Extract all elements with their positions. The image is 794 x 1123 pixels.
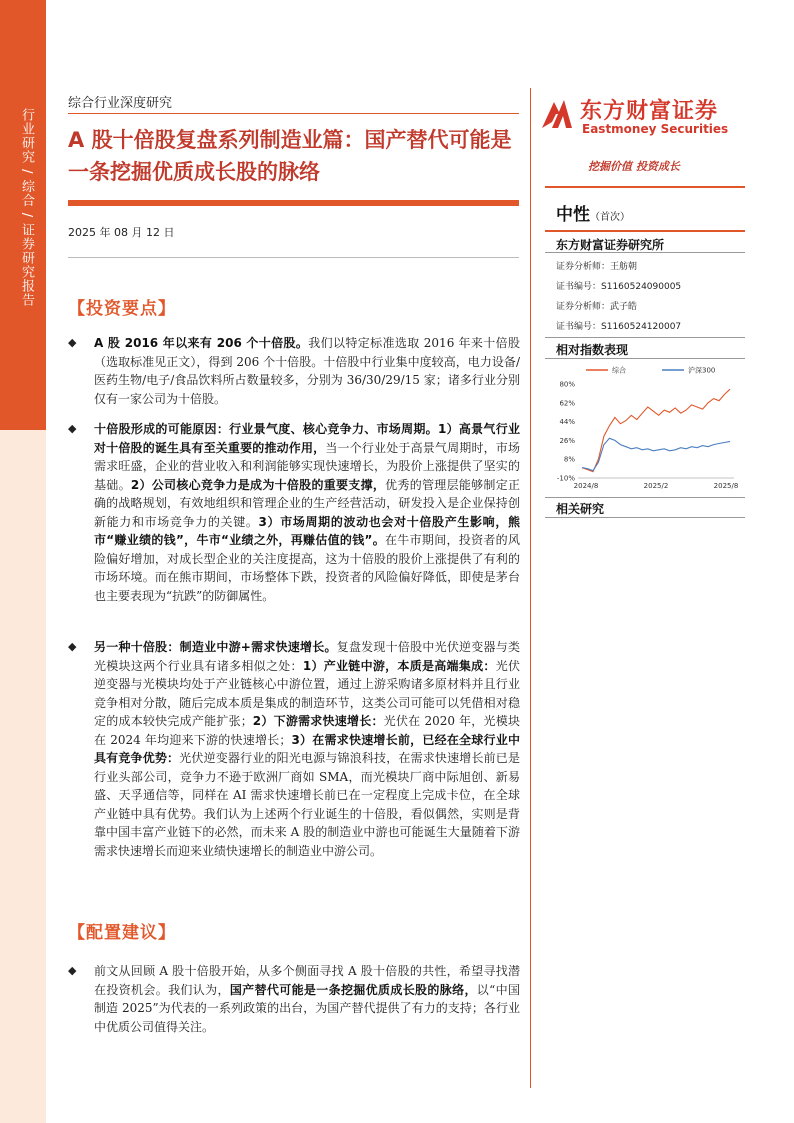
analyst-line: 证书编号：S1160524120007 [556, 322, 682, 332]
rating-note: （首次） [590, 212, 630, 223]
paragraph: 十倍股形成的可能原因：行业景气度、核心竞争力、市场周期。1）高景气行业对十倍股的诞生具有至关重要的推动作用，当一个行业处于高景气周期时，市场需求旺盛，企业的营业收入和利润能够实现快速增长，为股价上涨提供了坚实的基础。2）公司核心竞争力是成为十倍股的重要支撑，优秀的管理层能够制定正确的战略规划，有效地组织和管理企业的生产经营活动，研发投入是企业保持创新能力和市场竞争力的关键。3）市场周期的波动也会对十倍股产生影响，熊市“赚业绩的钱”，牛市“业绩之外，再赚估值的钱”。在牛市期间，投资者的风险偏好增加，对成长型企业的关注度提高，这为十倍股的股价上涨提供了有利的市场环境。而在熊市期间，市场整体下跌，投资者的风险偏好降低，即使是茅台也主要表现为“抗跌”的防御属性。 [94, 422, 520, 603]
title-divider [68, 200, 519, 206]
brand-slogan: 挖掘价值 投资成长 [588, 160, 680, 173]
report-category: 综合行业深度研究 [68, 96, 173, 111]
side-band [0, 0, 46, 1123]
analyst-line: 证书编号：S1160524090005 [556, 282, 682, 292]
y-tick-label: 80% [559, 380, 575, 389]
divider [545, 497, 745, 498]
divider [545, 252, 745, 253]
series-line [582, 389, 730, 472]
paragraph: 另一种十倍股：制造业中游+需求快速增长。复盘发现十倍股中光伏逆变器与类光模块这两个行业具有诸多相似之处：1）产业链中游，本质是高端集成：光伏逆变器与光模块均处于产业链核心中游位置，通过上游采购诸多原材料并且行业竞争相对分散，随后完成本质是集成的制造环节，这类公司可能可以凭借相对稳定的成本较快完成产能扩张；2）下游需求快速增长：光伏在 2020 年，光模块在 2024 年均迎来下游的快速增长；3）在需求快速增长前，已经在全球行业中具有竞争优势：光伏逆变器行业的阳光电源与锦浪科技，在需求快速增长前已是行业头部公司，竞争力不逊于欧洲厂商如 SMA，而光模块厂商中际旭创、新易盛、天孚通信等，同样在 AI 需求快速增长前已在一定程度上完成卡位，在全球产业链中具有优势。我们认为上述两个行业诞生的十倍股，看似偶然，实则是背靠中国丰富产业链下的必然，而未来 A 股的制造业中游也可能诞生大量随着下游需求快速增长而迎来业绩快速增长的制造业中游公司。 [94, 640, 520, 858]
y-tick-label: 44% [559, 418, 575, 427]
column-divider [530, 88, 531, 1088]
analyst-line: 证券分析师：武子皓 [556, 302, 638, 312]
divider [545, 337, 745, 338]
institute-name: 东方财富证券研究所 [556, 238, 665, 252]
related-research-title: 相关研究 [556, 502, 605, 516]
divider [545, 517, 745, 518]
divider [545, 186, 745, 188]
brand-name-cn: 东方财富证券 [580, 99, 719, 124]
legend-label: 沪深300 [688, 366, 716, 375]
y-tick-label: 26% [559, 436, 575, 445]
rating-value: 中性 [556, 205, 590, 225]
brand-name-en: Eastmoney Securities [582, 122, 729, 136]
paragraph: 前文从回顾 A 股十倍股开始，从多个侧面寻找 A 股十倍股的共性，希望寻找潜在投资机会。我们认为，国产替代可能是一条挖掘优质成长股的脉络，以“中国制造 2025”为代表的一系列政策的出台，为国产替代提供了有力的支持；各行业中优质公司值得关注。 [94, 964, 520, 1034]
diamond-bullet-icon: ◆ [68, 422, 77, 435]
y-tick-label: 62% [559, 399, 575, 408]
divider [545, 358, 745, 359]
divider [68, 113, 519, 114]
x-tick-label: 2025/8 [713, 482, 739, 490]
section-heading-invest: 【投资要点】 [68, 299, 176, 319]
relative-index-title: 相对指数表现 [556, 343, 629, 357]
page-title: A 股十倍股复盘系列制造业篇：国产替代可能是一条挖掘优质成长股的脉络 [68, 128, 512, 184]
legend-label: 综合 [612, 366, 626, 375]
relative-index-chart [548, 362, 744, 496]
side-label: 行业研究 / 综合 / 证券研究报告 [19, 108, 34, 308]
y-tick-label: 8% [563, 455, 575, 464]
series-line [582, 438, 730, 470]
report-date: 2025 年 08 月 12 日 [68, 226, 175, 239]
diamond-bullet-icon: ◆ [68, 964, 77, 977]
diamond-bullet-icon: ◆ [68, 336, 77, 349]
analyst-line: 证券分析师：王舫朝 [556, 262, 638, 272]
x-tick-label: 2025/2 [643, 482, 669, 490]
eastmoney-logo-icon [538, 94, 576, 134]
rating [556, 200, 630, 225]
x-tick-label: 2024/8 [573, 482, 599, 490]
divider [545, 230, 745, 232]
section-heading-config: 【配置建议】 [68, 923, 176, 943]
diamond-bullet-icon: ◆ [68, 640, 77, 653]
paragraph: A 股 2016 年以来有 206 个十倍股。我们以特定标准选取 2016 年来十倍股（选取标准见正文），得到 206 个十倍股。十倍股中行业集中度较高，电力设备/医药生物/电子/食品饮料所占数量较多，分别为 36/30/29/15 家；诸多行业分别仅有一家公司为十倍股。 [94, 336, 521, 406]
brand-logo [538, 94, 738, 142]
divider [68, 257, 519, 258]
y-tick-label: -10% [556, 474, 575, 483]
